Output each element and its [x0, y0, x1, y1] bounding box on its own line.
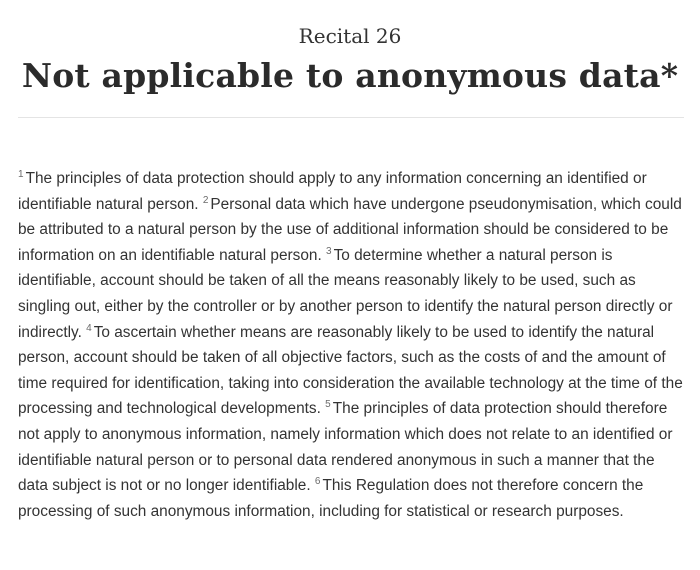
- sentence-number-2: 2: [202, 194, 209, 206]
- sentence-number-1: 1: [18, 169, 24, 180]
- recital-header: [0, 0, 700, 98]
- sentence-number-6: 6: [314, 476, 321, 488]
- sentence-number-5: 5: [325, 399, 331, 411]
- sentence-number-4: 4: [86, 322, 92, 334]
- recital-body: [18, 166, 684, 524]
- sentence-6: This Regulation does not therefore concern the processing of such anonymous information, including for statistical or research purposes.: [18, 477, 644, 520]
- sentence-1: The principles of data protection should apply to any information concerning an identified or identifiable natural person.: [18, 170, 647, 213]
- sentence-number-3: 3: [326, 245, 332, 257]
- recital-number: Recital 26: [298, 24, 402, 48]
- header-divider: [18, 117, 684, 118]
- sentence-5: The principles of data protection should therefore not apply to anonymous information, namely information which does not relate to an identified or identifiable natural person or to personal data rendered anonymous in such a manner that the data subject is not or no longer identifiable.: [18, 400, 673, 495]
- sentence-4: To ascertain whether means are reasonably likely to be used to identify the natural person, account should be taken of all objective factors, such as the costs of and the amount of time required for identification, taking into consideration the available technology at the time of the processing and technological developments.: [18, 323, 683, 418]
- sentence-3: To determine whether a natural person is identifiable, account should be taken of all the means reasonably likely to be used, such as singling out, either by the controller or by another person to identify the natural person directly or indirectly.: [18, 246, 673, 341]
- sentence-2: Personal data which have undergone pseudonymisation, which could be attributed to a natural person by the use of additional information should be considered to be information on an identifiable natural person.: [18, 195, 682, 264]
- recital-title: Not applicable to anonymous data*: [21, 56, 679, 95]
